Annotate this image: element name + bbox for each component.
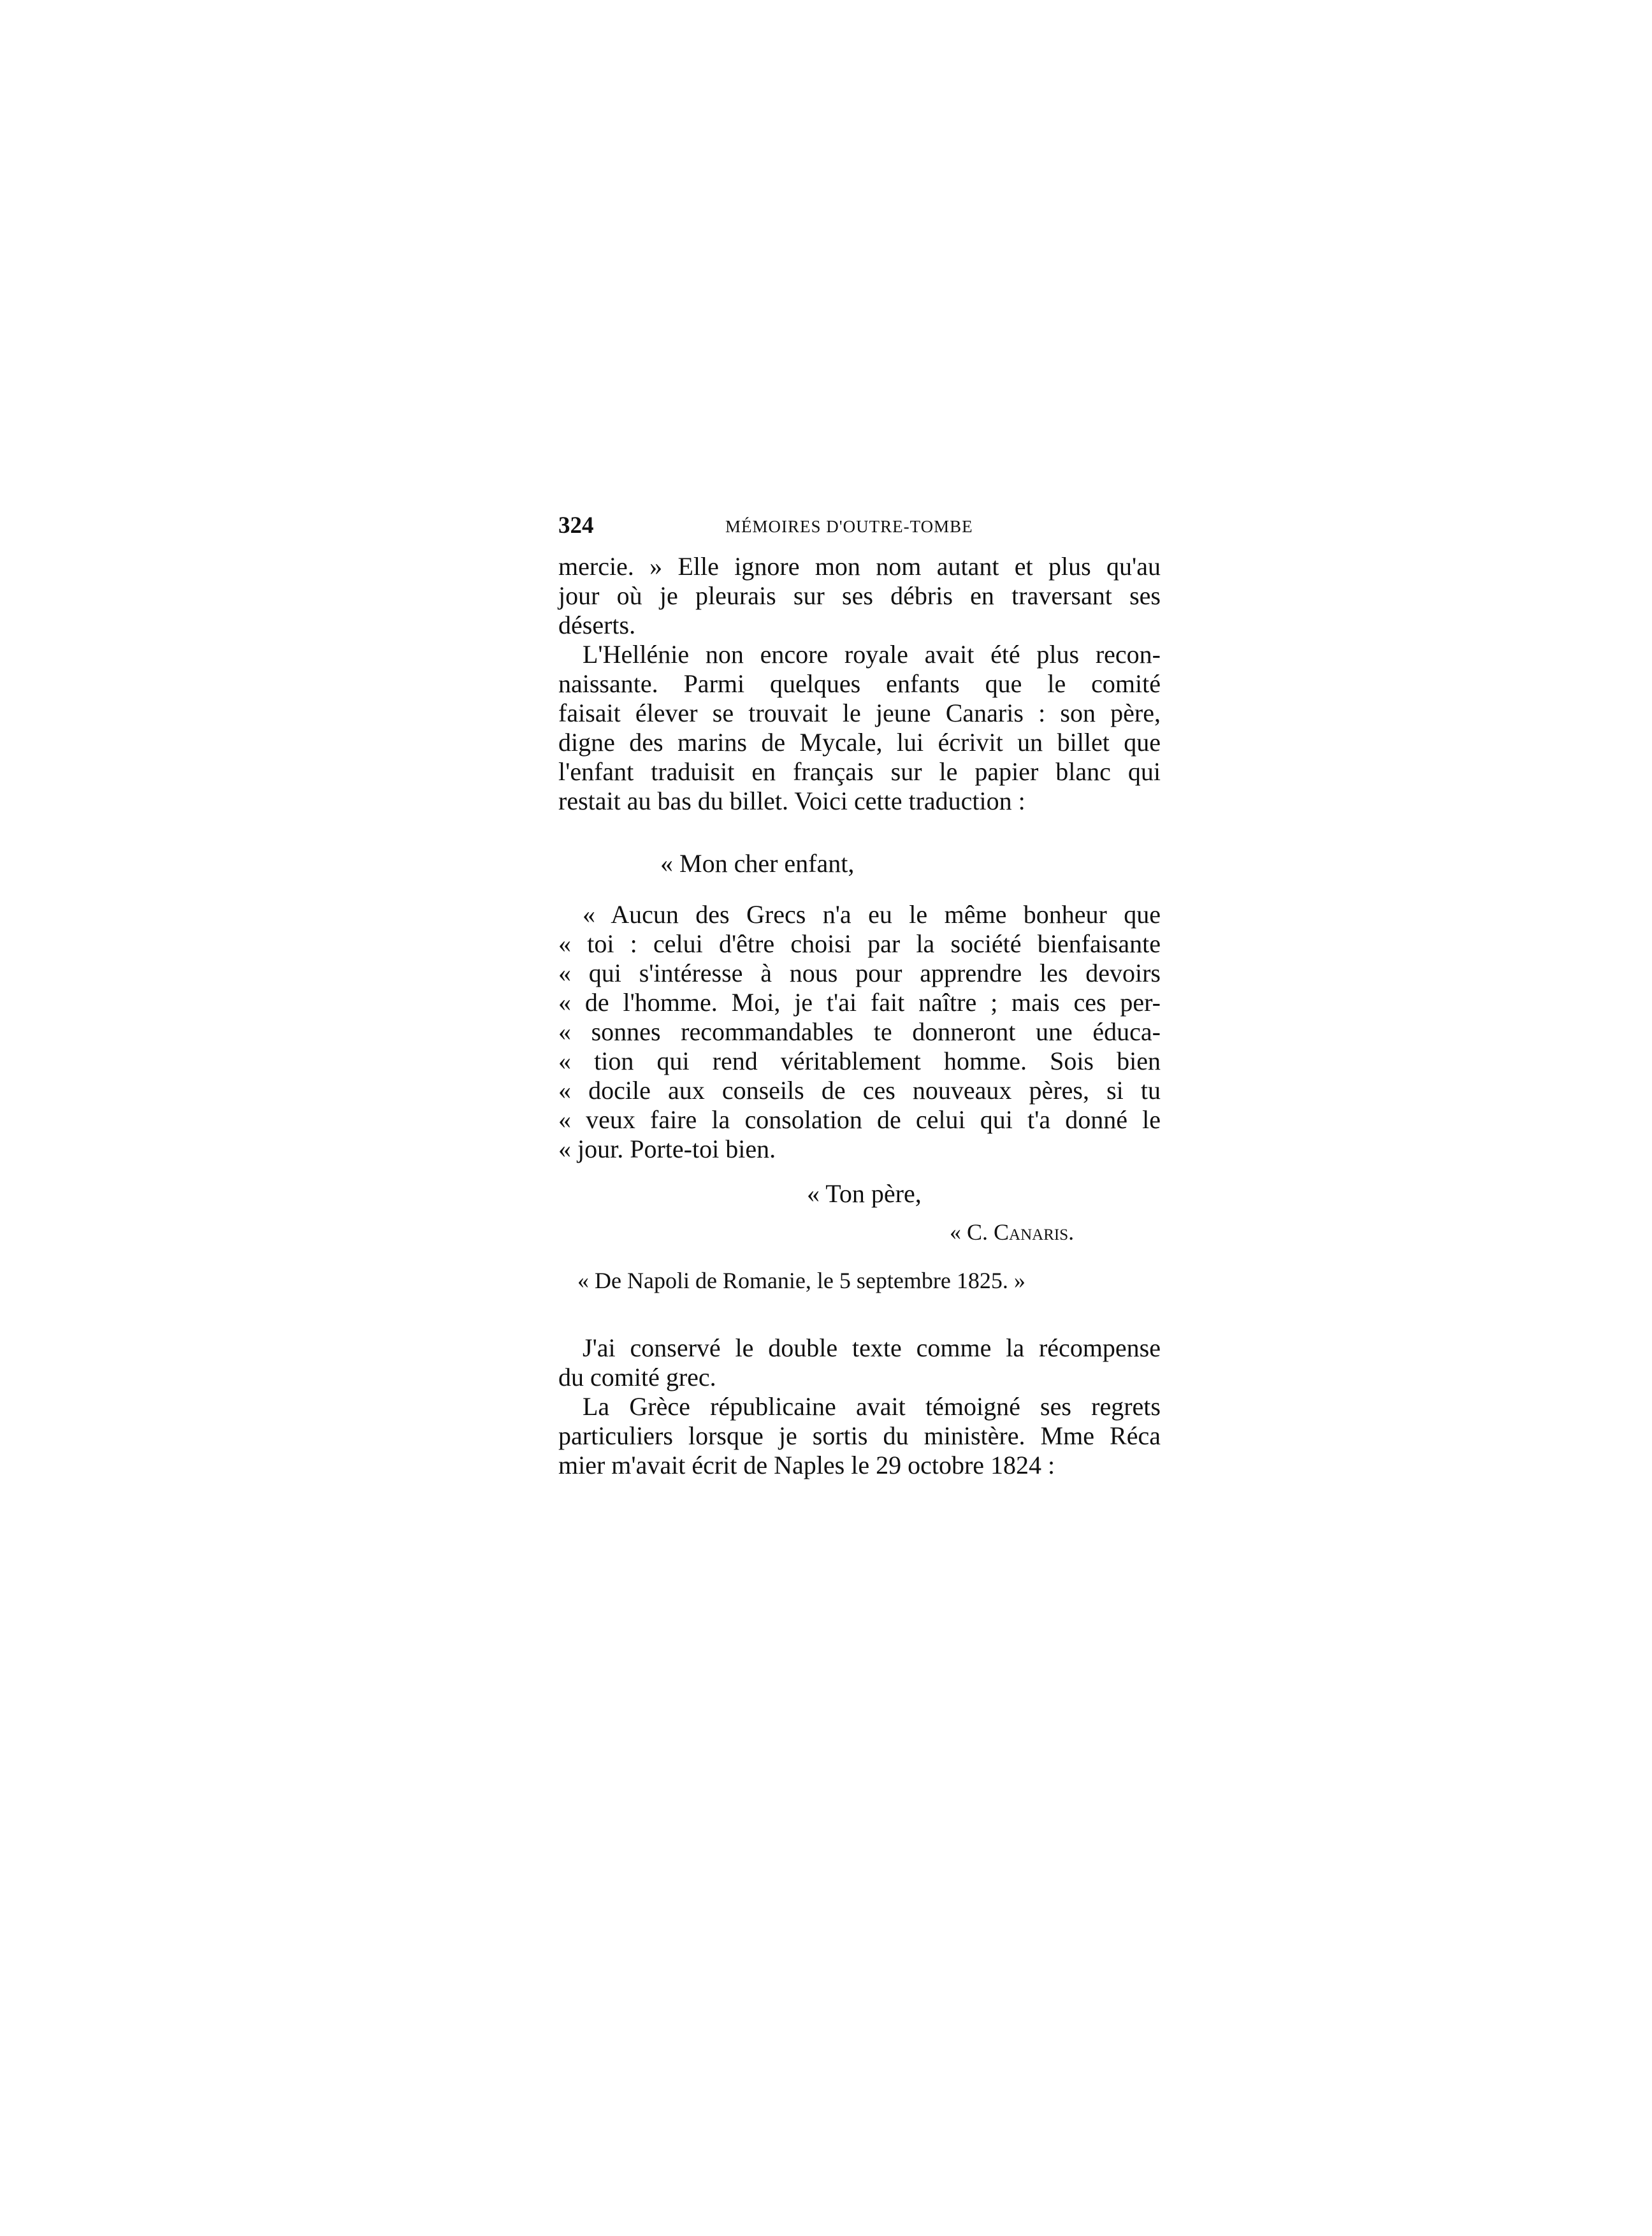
text-line: faisait élever se trouvait le jeune Canaris : son père, [558, 699, 1161, 727]
letter-signature [950, 1217, 1074, 1247]
signature-name: Canaris. [994, 1219, 1075, 1245]
text-line: déserts. [558, 611, 636, 639]
letter-line: « de l'homme. Moi, je t'ai fait naître ; mais ces per- [558, 988, 1161, 1017]
letter-line: « sonnes recommandables te donneront une éduca- [558, 1017, 1161, 1046]
text-line: l'enfant traduisit en français sur le papier blanc qui [558, 757, 1161, 786]
text-line: mercie. » Elle ignore mon nom autant et plus qu'au [558, 552, 1161, 581]
page-header [558, 510, 1161, 542]
text-line: digne des marins de Mycale, lui écrivit un billet que [558, 728, 1161, 757]
letter-line: « qui s'intéresse à nous pour apprendre les devoirs [558, 959, 1161, 987]
paragraph-grece [558, 1392, 1161, 1480]
running-title: MÉMOIRES D'OUTRE-TOMBE [725, 517, 973, 536]
paragraph-continuation [558, 552, 1161, 640]
text-line: restait au bas du billet. Voici cette traduction : [558, 787, 1025, 815]
page-number: 324 [558, 512, 594, 539]
text-line: mier m'avait écrit de Naples le 29 octobre 1824 : [558, 1451, 1055, 1479]
letter-salutation: « Mon cher enfant, [660, 849, 855, 878]
text-line: particuliers lorsque je sortis du ministère. Mme Réca [558, 1421, 1161, 1450]
letter-line: « Aucun des Grecs n'a eu le même bonheur que [583, 900, 1161, 929]
letter-line: « veux faire la consolation de celui qui t'a donné le [558, 1105, 1161, 1134]
text-line: naissante. Parmi quelques enfants que le comité [558, 669, 1161, 698]
letter-line: « toi : celui d'être choisi par la société bienfaisante [558, 929, 1161, 958]
text-line: du comité grec. [558, 1363, 716, 1391]
letter-dateline: « De Napoli de Romanie, le 5 septembre 1825. » [577, 1268, 1025, 1293]
letter-line: « jour. Porte-toi bien. [558, 1135, 776, 1163]
text-line: jour où je pleurais sur ses débris en traversant ses [558, 581, 1161, 610]
letter-body [558, 900, 1161, 1164]
text-line: L'Hellénie non encore royale avait été plus recon- [583, 640, 1161, 669]
text-line: La Grèce républicaine avait témoigné ses regrets [583, 1392, 1161, 1421]
letter-signoff: « Ton père, [807, 1179, 922, 1208]
signature-prefix: « C. [950, 1219, 994, 1245]
paragraph-double-texte [558, 1333, 1161, 1392]
letter-line: « tion qui rend véritablement homme. Sois bien [558, 1047, 1161, 1075]
letter-line: « docile aux conseils de ces nouveaux pères, si tu [558, 1076, 1161, 1105]
text-line: J'ai conservé le double texte comme la récompense [583, 1333, 1161, 1362]
paragraph-hellenie [558, 640, 1161, 816]
